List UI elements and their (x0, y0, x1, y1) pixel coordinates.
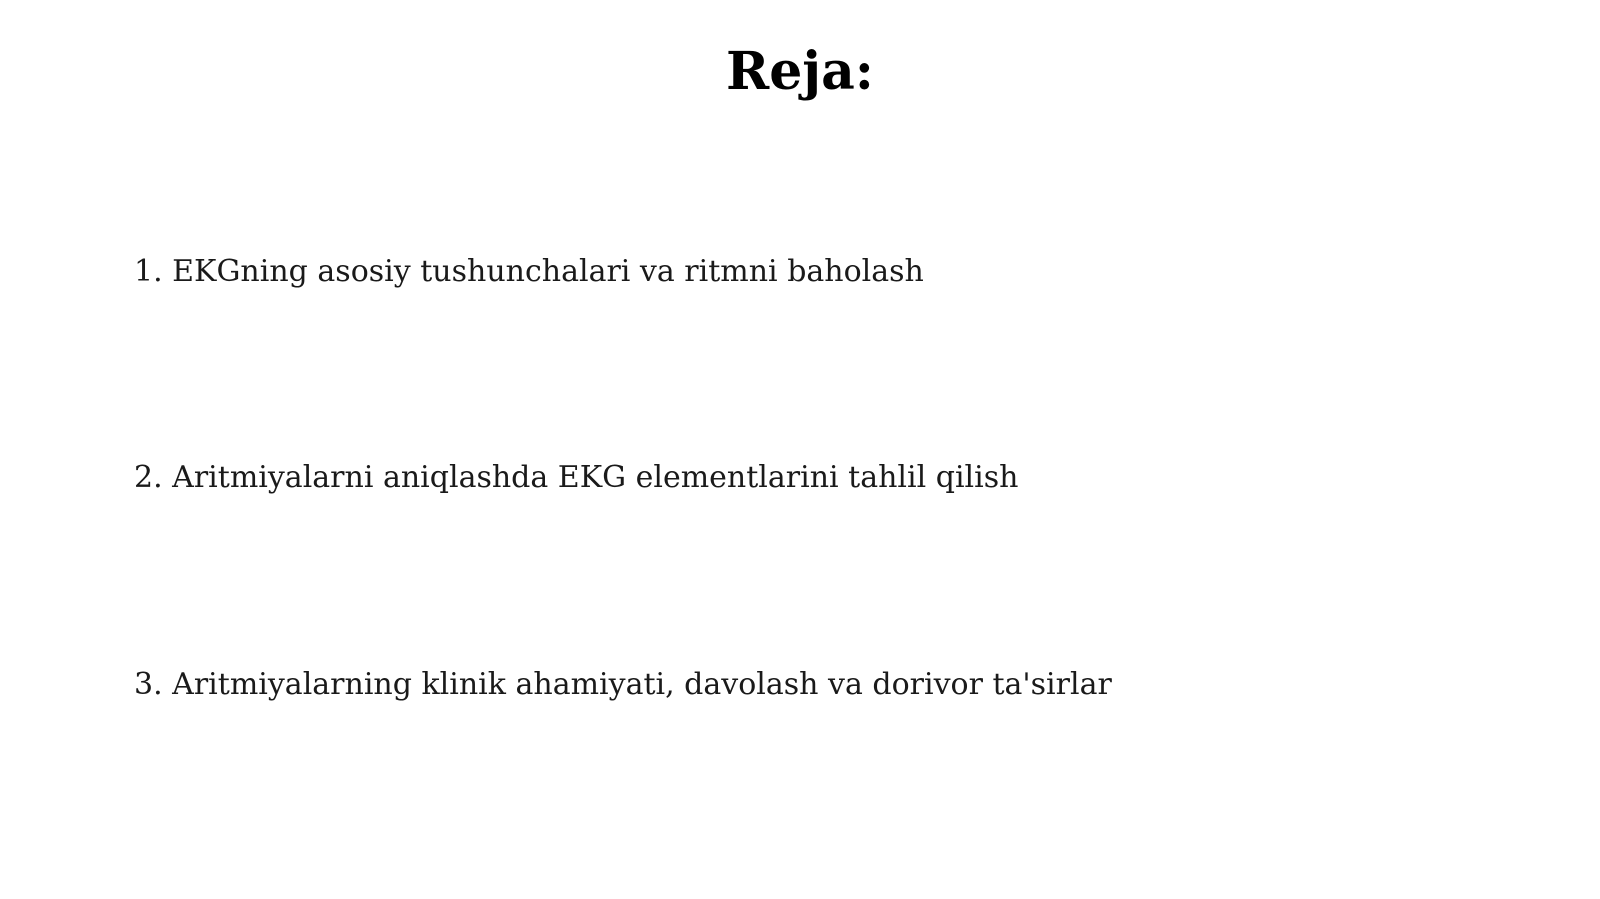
plan-item-2: 2. Aritmiyalarni aniqlashda EKG elementlarini tahlil qilish (134, 460, 1019, 495)
slide-title: Reja: (725, 41, 874, 102)
plan-item-1: 1. EKGning asosiy tushunchalari va ritmni baholash (134, 254, 924, 289)
plan-item-3: 3. Aritmiyalarning klinik ahamiyati, davolash va dorivor ta'sirlar (134, 667, 1112, 702)
